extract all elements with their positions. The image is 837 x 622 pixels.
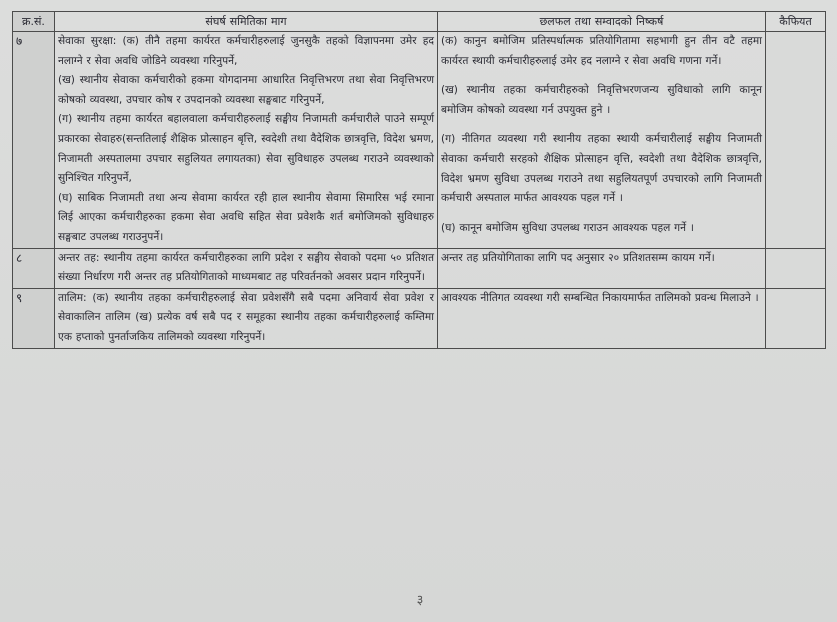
demand-paragraph: सेवाका सुरक्षा: (क) तीनै तहमा कार्यरत कर्मचारीहरुलाई जुनसुकै तहको विज्ञापनमा उमेर हद नलाग्ने र सेवा अवधि जोडिने व्यवस्था गरिनुपर्ने, bbox=[58, 35, 434, 67]
agreement-cell bbox=[438, 288, 766, 348]
agreement-paragraph: अन्तर तह प्रतियोगिताका लागि पद अनुसार २० प्रतिशतसम्म कायम गर्ने। bbox=[441, 251, 715, 264]
demand-cell bbox=[55, 32, 438, 249]
demand-paragraph: अन्तर तह: स्थानीय तहमा कार्यरत कर्मचारीहरुका लागि प्रदेश र सङ्घीय सेवाको पदमा ५० प्रतिशत संख्या निर्धारण गरी अन्तर तह प्रतियोगिताको माध्यमबाट तह परिवर्तनको अवसर प्रदान गरिनुपर्ने। bbox=[58, 251, 434, 284]
agreement-cell bbox=[438, 248, 766, 288]
agreement-paragraph: (क) कानुन बमोजिम प्रतिस्पर्धात्मक प्रतियोगितामा सहभागी हुन तीन वटै तहमा कार्यरत स्थायी कर्मचारीहरुलाई उमेर हद नलाग्ने र सेवा अवधि गणना गर्ने। bbox=[441, 35, 762, 67]
row-serial-number: ७ bbox=[13, 32, 55, 249]
demand-cell bbox=[55, 248, 438, 288]
table-header-row bbox=[13, 12, 826, 32]
row-serial-number: ८ bbox=[13, 248, 55, 288]
header-remarks: कैफियत bbox=[766, 12, 826, 32]
table-row bbox=[13, 248, 826, 288]
remarks-cell bbox=[766, 248, 826, 288]
agreement-paragraph: आवश्यक नीतिगत व्यवस्था गरी सम्बन्धित निकायमार्फत तालिमको प्रवन्ध मिलाउने । bbox=[441, 291, 759, 304]
header-demand: संघर्ष समितिका माग bbox=[55, 12, 438, 32]
table-row bbox=[13, 288, 826, 348]
header-serial-number: क्र.सं. bbox=[13, 12, 55, 32]
demand-paragraph: (ख) स्थानीय सेवाका कर्मचारीको हकमा योगदानमा आधारित निवृत्तिभरण तथा सेवा निवृत्तिभरण कोषको व्यवस्था, उपचार कोष र उपदानको व्यवस्था सङ्घबाट गरिनुपर्ने, bbox=[58, 74, 434, 106]
agreement-paragraph: (घ) कानून बमोजिम सुविधा उपलब्ध गराउन आवश्यक पहल गर्ने । bbox=[441, 221, 694, 234]
agreement-cell bbox=[438, 32, 766, 249]
demand-paragraph: (घ) साबिक निजामती तथा अन्य सेवामा कार्यरत रही हाल स्थानीय सेवामा सिमारिस भई रमाना लिई आएका कर्मचारीहरुका हकमा सेवा अवधि सहित सेवा प्रवेशकै शर्त बमोजिमको सुविधाहरु सङ्घबाट उपलब्ध गराउनुपर्ने। bbox=[58, 191, 434, 243]
demand-paragraph: (ग) स्थानीय तहमा कार्यरत बहालवाला कर्मचारीहरुलाई सङ्घीय निजामती कर्मचारीले पाउने सम्पूर्ण प्रकारका सेवाहरु(सन्ततिलाई शैक्षिक प्रोत्साहन बृत्ति, स्वदेशी तथा वैदेशिक छात्रवृत्ति, विदेश भ्रमण, निजामती अस्पतालमा उपचार सहुलियत लगायतका) सेवा सुविधाहरु उपलब्ध गराउने व्यवस्थाको सुनिश्चित गरिनुपर्ने, bbox=[58, 113, 434, 185]
remarks-cell bbox=[766, 32, 826, 249]
agreement-table bbox=[12, 11, 826, 349]
table-row bbox=[13, 32, 826, 249]
agreement-paragraph: (ख) स्थानीय तहका कर्मचारीहरुको निवृत्तिभरणजन्य सुविधाको लागि कानून बमोजिम कोषको व्यवस्था गर्न उपयुक्त हुने । bbox=[441, 84, 762, 116]
page-number: ३ bbox=[416, 593, 424, 608]
header-agreement: छलफल तथा सम्वादको निष्कर्ष bbox=[438, 12, 766, 32]
row-serial-number: ९ bbox=[13, 288, 55, 348]
agreement-paragraph: (ग) नीतिगत व्यवस्था गरी स्थानीय तहका स्थायी कर्मचारीलाई सङ्घीय निजामती सेवाका कर्मचारी सरहको शैक्षिक प्रोत्साहन वृत्ति, स्वदेशी तथा वैदेशिक छात्रवृत्ति, विदेश भ्रमण सुविधा उपलब्ध गराउने तथा सहुलियतपूर्ण उपचारको लागि निजामती कर्मचारी अस्पताल मार्फत आवश्यक पहल गर्ने । bbox=[441, 133, 762, 205]
demand-cell bbox=[55, 288, 438, 348]
remarks-cell bbox=[766, 288, 826, 348]
demand-paragraph: तालिम: (क) स्थानीय तहका कर्मचारीहरुलाई सेवा प्रवेशसँगै सबै पदमा अनिवार्य सेवा प्रवेश र सेवाकालिन तालिम (ख) प्रत्येक वर्ष सबै पद र समूहका स्थानीय तहका कर्मचारीहरुलाई कम्तिमा एक हप्ताको पुनर्ताजकिय तालिमको व्यवस्था गरिनुपर्ने। bbox=[58, 291, 434, 343]
